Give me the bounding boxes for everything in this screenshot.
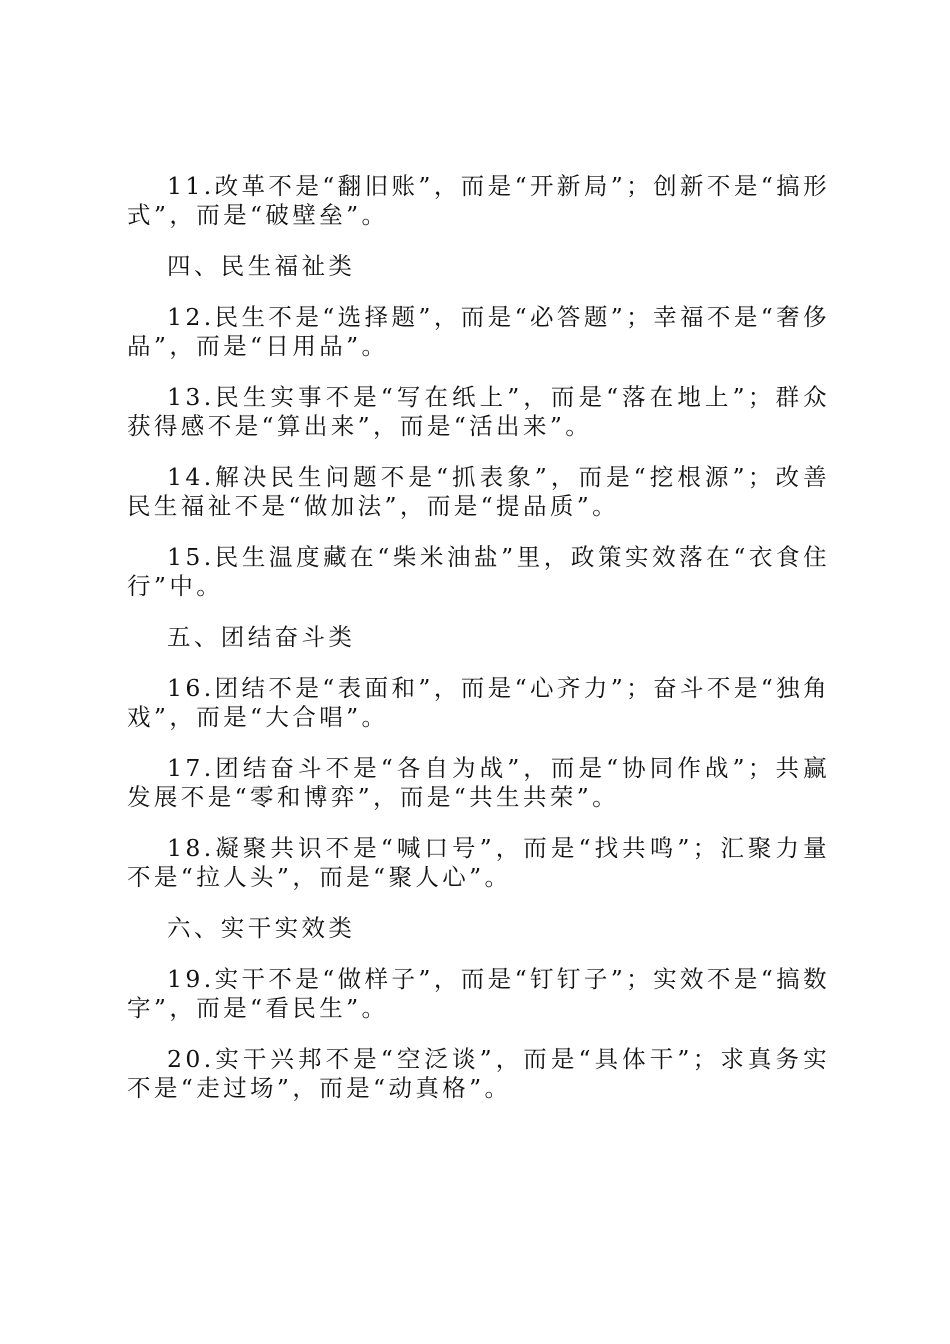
section-heading-4: 四、民生福祉类 xyxy=(167,252,356,280)
item-16: 16.团结不是“表面和”，而是“心齐力”；奋斗不是“独角戏”，而是“大合唱”。 xyxy=(127,674,830,731)
document-page xyxy=(127,172,830,1125)
item-20: 20.实干兴邦不是“空泛谈”，而是“具体干”；求真务实不是“走过场”，而是“动真格”。 xyxy=(127,1045,830,1102)
item-18: 18.凝聚共识不是“喊口号”，而是“找共鸣”；汇聚力量不是“拉人头”，而是“聚人心”。 xyxy=(127,834,830,891)
item-12: 12.民生不是“选择题”，而是“必答题”；幸福不是“奢侈品”，而是“日用品”。 xyxy=(127,303,830,360)
section-heading-6: 六、实干实效类 xyxy=(167,914,356,942)
item-17: 17.团结奋斗不是“各自为战”，而是“协同作战”；共赢发展不是“零和博弈”，而是“共生共荣”。 xyxy=(127,754,830,811)
item-11: 11.改革不是“翻旧账”，而是“开新局”；创新不是“搞形式”，而是“破壁垒”。 xyxy=(127,172,830,229)
item-19: 19.实干不是“做样子”，而是“钉钉子”；实效不是“搞数字”，而是“看民生”。 xyxy=(127,965,830,1022)
item-14: 14.解决民生问题不是“抓表象”，而是“挖根源”；改善民生福祉不是“做加法”，而是“提品质”。 xyxy=(127,463,830,520)
item-15: 15.民生温度藏在“柴米油盐”里，政策实效落在“衣食住行”中。 xyxy=(127,543,830,600)
item-13: 13.民生实事不是“写在纸上”，而是“落在地上”；群众获得感不是“算出来”，而是“活出来”。 xyxy=(127,383,830,440)
section-heading-5: 五、团结奋斗类 xyxy=(167,623,356,651)
